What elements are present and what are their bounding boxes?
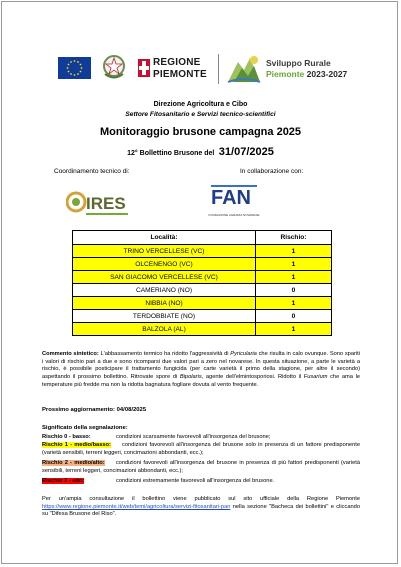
column-header-risk: Rischio: xyxy=(256,231,332,245)
table-row xyxy=(73,323,332,336)
settore-heading: Settore Fitosanitario e Servizi tecnico-scientifici xyxy=(125,111,276,118)
fan-logo-caption: FONDAZIONE AGRARIA NOVARESE xyxy=(208,213,260,217)
legend-risk-3-key: Rischio 3 - alto: xyxy=(42,478,85,484)
location-cell: SAN GIACOMO VERCELLESE (VC) xyxy=(73,271,256,284)
table-row xyxy=(73,297,332,310)
ires-logo xyxy=(66,185,132,221)
risk-table-body xyxy=(73,245,332,336)
table-row xyxy=(73,284,332,297)
location-cell: TRINO VERCELLESE (VC) xyxy=(73,245,256,258)
location-cell: OLCENENGO (VC) xyxy=(73,258,256,271)
comment-text-d: che ama le temperature più fredde ma non la ridotta bagnatura fogliare dovuta al vento frequente. xyxy=(42,374,360,388)
legend-risk-0 xyxy=(42,434,360,442)
comment-label: Commento sintetico: xyxy=(42,351,99,357)
legend-risk-3 xyxy=(42,478,360,486)
bulletin-number: 12° Bollettino Brusone del xyxy=(127,150,215,157)
regione-logo-line1: REGIONE xyxy=(153,57,201,68)
column-header-location: Località: xyxy=(73,231,256,245)
bulletin-date: 31/07/2025 xyxy=(218,146,274,158)
legend-risk-1-desc: condizioni favorevoli all'insorgenza del brusone solo in presenza di un fattore predisponente (varietà sensibili, terreni leggeri, concimazioni abbondanti, ecc.); xyxy=(42,442,360,456)
piemonte-cross-icon xyxy=(138,59,150,77)
page-title: Monitoraggio brusone campagna 2025 xyxy=(99,126,302,138)
risk-cell: 0 xyxy=(256,310,332,323)
comment-text-c: , agente dell'elmintosporiosi. Ridotto il xyxy=(201,374,304,381)
sviluppo-rurale-subtitle xyxy=(266,69,347,79)
footer-text-a: Per un'ampia consultazione il bollettino viene pubblicato sul sito ufficiale della Regione Piemonte xyxy=(42,496,360,502)
legend-risk-1 xyxy=(42,442,360,457)
coordination-label: Coordinamento tecnico di: xyxy=(54,168,130,175)
next-update: Prossimo aggiornamento: 04/08/2025 xyxy=(42,407,147,413)
sviluppo-years: 2023-2027 xyxy=(306,69,348,79)
comment-bipolaris: Bipolaris xyxy=(179,374,202,381)
location-cell: NIBBIA (NO) xyxy=(73,297,256,310)
comment-text-b: che risulta in calo ovunque. Sono spariti i valori di rischio pari a due e sono ricomparsi due valori pari a zero nel novarese. In questa situazione, a parte le varietà a rischio, è possibile posticipare il trattamento fungicida (per carte varietà il primo della stagione, per altre il secondo) aspettando il prossimo bollettino. Ritrovate spore di xyxy=(42,351,360,381)
legend-risk-2-key: Rischio 2 - medio/alto: xyxy=(42,460,105,466)
location-cell: CAMERIANO (NO) xyxy=(73,284,256,297)
legend-risk-2-desc: condizioni favorevoli all'insorgenza del brusone in presenza di più fattori predisponenti (varietà sensibili, terreni leggeri, concimazioni abbondanti, ecc.); xyxy=(42,460,360,474)
ires-logo-text: IRES xyxy=(86,194,126,213)
risk-table xyxy=(72,230,332,336)
risk-cell: 1 xyxy=(256,323,332,336)
logo-divider xyxy=(218,54,219,84)
comment-fusarium: Fusarium xyxy=(303,374,328,381)
bulletin-page xyxy=(1,1,398,564)
legend-risk-2 xyxy=(42,460,360,475)
sviluppo-region: Piemonte xyxy=(266,69,305,79)
legend-risk-3-desc: condizioni estremamente favorevoli all'insorgenza del brusone. xyxy=(116,478,275,484)
risk-cell: 1 xyxy=(256,271,332,284)
legend-risk-0-key: Rischio 0 - basso: xyxy=(42,434,91,440)
fan-logo-text: FAN xyxy=(211,187,251,209)
table-row xyxy=(73,310,332,323)
direzione-heading: Direzione Agricoltura e Cibo xyxy=(153,101,248,108)
location-cell: TERDOBBIATE (NO) xyxy=(73,310,256,323)
footer-text-b: nella sezione "Bacheca dei bollettini" e cliccando su "Difesa Brusone del Riso". xyxy=(42,503,360,518)
risk-table-header xyxy=(73,231,332,245)
synthetic-comment xyxy=(42,351,360,390)
regione-piemonte-logo xyxy=(138,57,210,81)
regione-logo-line2: PIEMONTE xyxy=(153,69,207,80)
table-row xyxy=(73,271,332,284)
legend-risk-0-desc: condizioni scarsamente favorevoli all'insorgenza del brusone; xyxy=(116,434,271,440)
italian-republic-emblem-icon xyxy=(102,54,126,84)
legend-title: Significato della segnalazione: xyxy=(42,425,128,431)
comment-text-a: L'abbassamento termico ha ridotto l'aggressività di xyxy=(98,351,231,357)
comment-pyricularia: Pyricularia xyxy=(230,351,257,357)
risk-cell: 1 xyxy=(256,258,332,271)
risk-cell: 1 xyxy=(256,297,332,310)
sviluppo-rurale-title: Sviluppo Rurale xyxy=(266,58,331,68)
logo-strip xyxy=(50,52,370,86)
legend-risk-1-key: Rischio 1 - medio/basso: xyxy=(42,442,111,448)
risk-cell: 1 xyxy=(256,245,332,258)
regione-piemonte-link[interactable]: https://www.regione.piemonte.it/web/temi/agricoltura/servizi-fitosanitari-pan xyxy=(42,503,231,510)
collaboration-label: In collaborazione con: xyxy=(240,168,304,175)
table-row xyxy=(73,245,332,258)
table-row xyxy=(73,258,332,271)
eu-flag-icon xyxy=(58,57,91,79)
fan-logo xyxy=(205,178,263,224)
bulletin-subtitle xyxy=(2,142,399,160)
sviluppo-rurale-logo-icon xyxy=(224,52,264,86)
footer-note xyxy=(42,496,360,519)
location-cell: BALZOLA (AL) xyxy=(73,323,256,336)
risk-cell: 0 xyxy=(256,284,332,297)
